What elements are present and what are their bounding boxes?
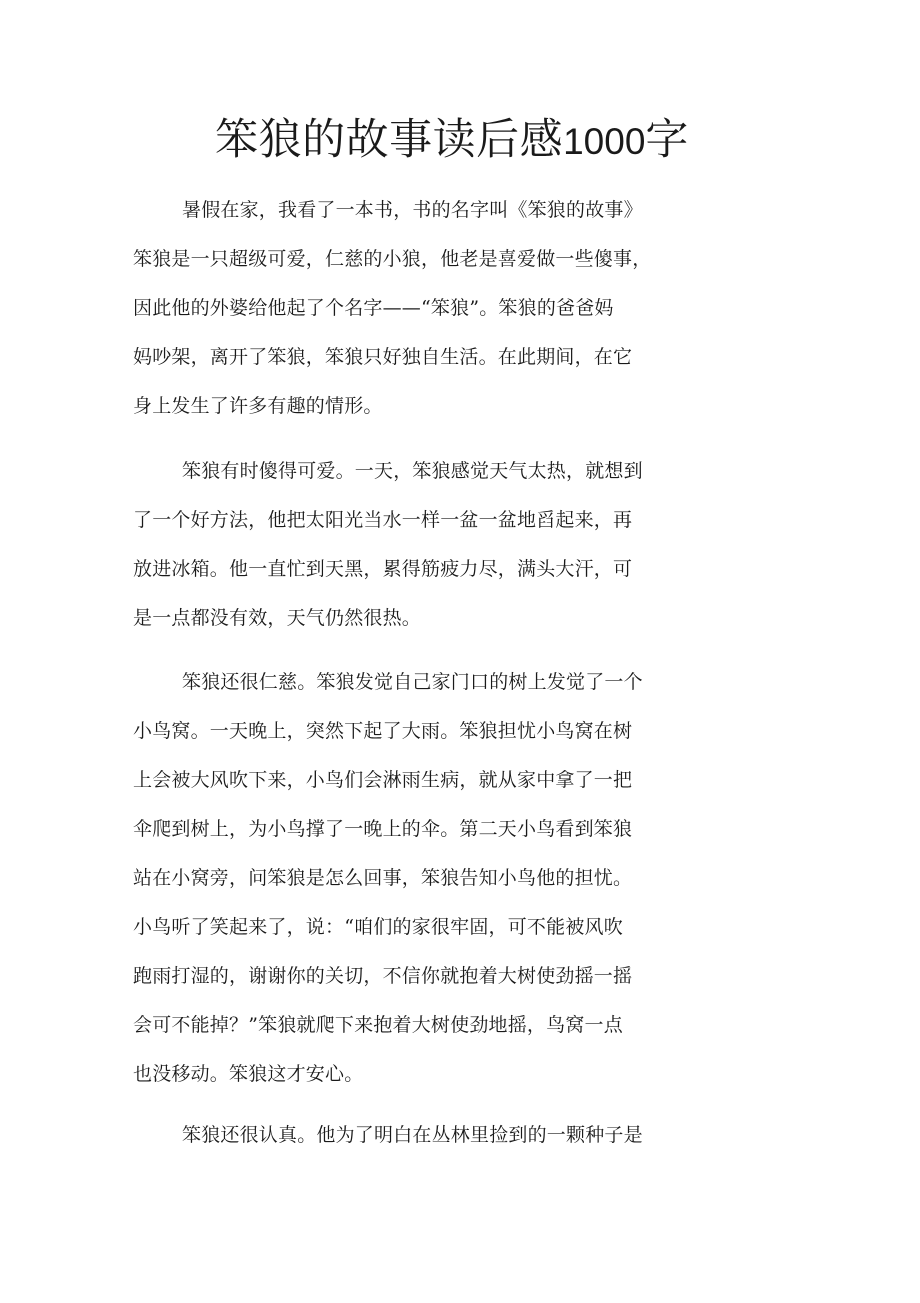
- text-line: 会可不能掉？”笨狼就爬下来抱着大树使劲地摇，鸟窝一点: [133, 1014, 623, 1036]
- text-line: 小鸟窝。一天晚上，突然下起了大雨。笨狼担忧小鸟窝在树: [133, 720, 633, 742]
- text-line: 上会被大风吹下来，小鸟们会淋雨生病，就从家中拿了一把: [133, 769, 633, 791]
- paragraph-silly-lovely: [133, 447, 645, 643]
- paragraph-serious: [133, 1111, 645, 1160]
- text-line: 暑假在家，我看了一本书，书的名字叫《笨狼的故事》: [182, 199, 643, 221]
- title-suffix: 字: [645, 115, 689, 165]
- text-line: 笨狼有时傻得可爱。一天，笨狼感觉天气太热，就想到: [182, 460, 643, 482]
- text-line: 也没移动。笨狼这才安心。: [133, 1063, 364, 1085]
- text-line: 笨狼是一只超级可爱，仁慈的小狼，他老是喜爱做一些傻事，: [133, 248, 652, 270]
- text-line: 身上发生了许多有趣的情形。: [133, 395, 383, 417]
- text-line: 跑雨打湿的，谢谢你的关切，不信你就抱着大树使劲摇一摇: [133, 965, 633, 987]
- text-line: 笨狼还很仁慈。笨狼发觉自己家门口的树上发觉了一个: [182, 671, 643, 693]
- page-title: [0, 112, 904, 170]
- text-line: 站在小窝旁，问笨狼是怎么回事，笨狼告知小鸟他的担忧。: [133, 867, 633, 889]
- title-number: 1000: [563, 121, 646, 162]
- paragraph-kind-bird-nest: [133, 658, 645, 1099]
- paragraph-summer-book: [133, 186, 652, 431]
- text-line: 小鸟听了笑起来了，说：“咱们的家很牢固，可不能被风吹: [133, 916, 623, 938]
- text-line: 笨狼还很认真。他为了明白在丛林里捡到的一颗种子是: [182, 1124, 643, 1146]
- text-line: 伞爬到树上，为小鸟撑了一晚上的伞。第二天小鸟看到笨狼: [133, 818, 633, 840]
- text-line: 是一点都没有效，天气仍然很热。: [133, 607, 422, 629]
- text-line: 放进冰箱。他一直忙到天黑，累得筋疲力尽，满头大汗，可: [133, 558, 633, 580]
- text-line: 了一个好方法，他把太阳光当水一样一盆一盆地舀起来，再: [133, 509, 633, 531]
- title-text: 笨狼的故事读后感: [215, 115, 564, 165]
- text-line: 妈吵架，离开了笨狼，笨狼只好独自生活。在此期间，在它: [133, 346, 633, 368]
- text-line: 因此他的外婆给他起了个名字——“笨狼”。笨狼的爸爸妈: [133, 297, 614, 319]
